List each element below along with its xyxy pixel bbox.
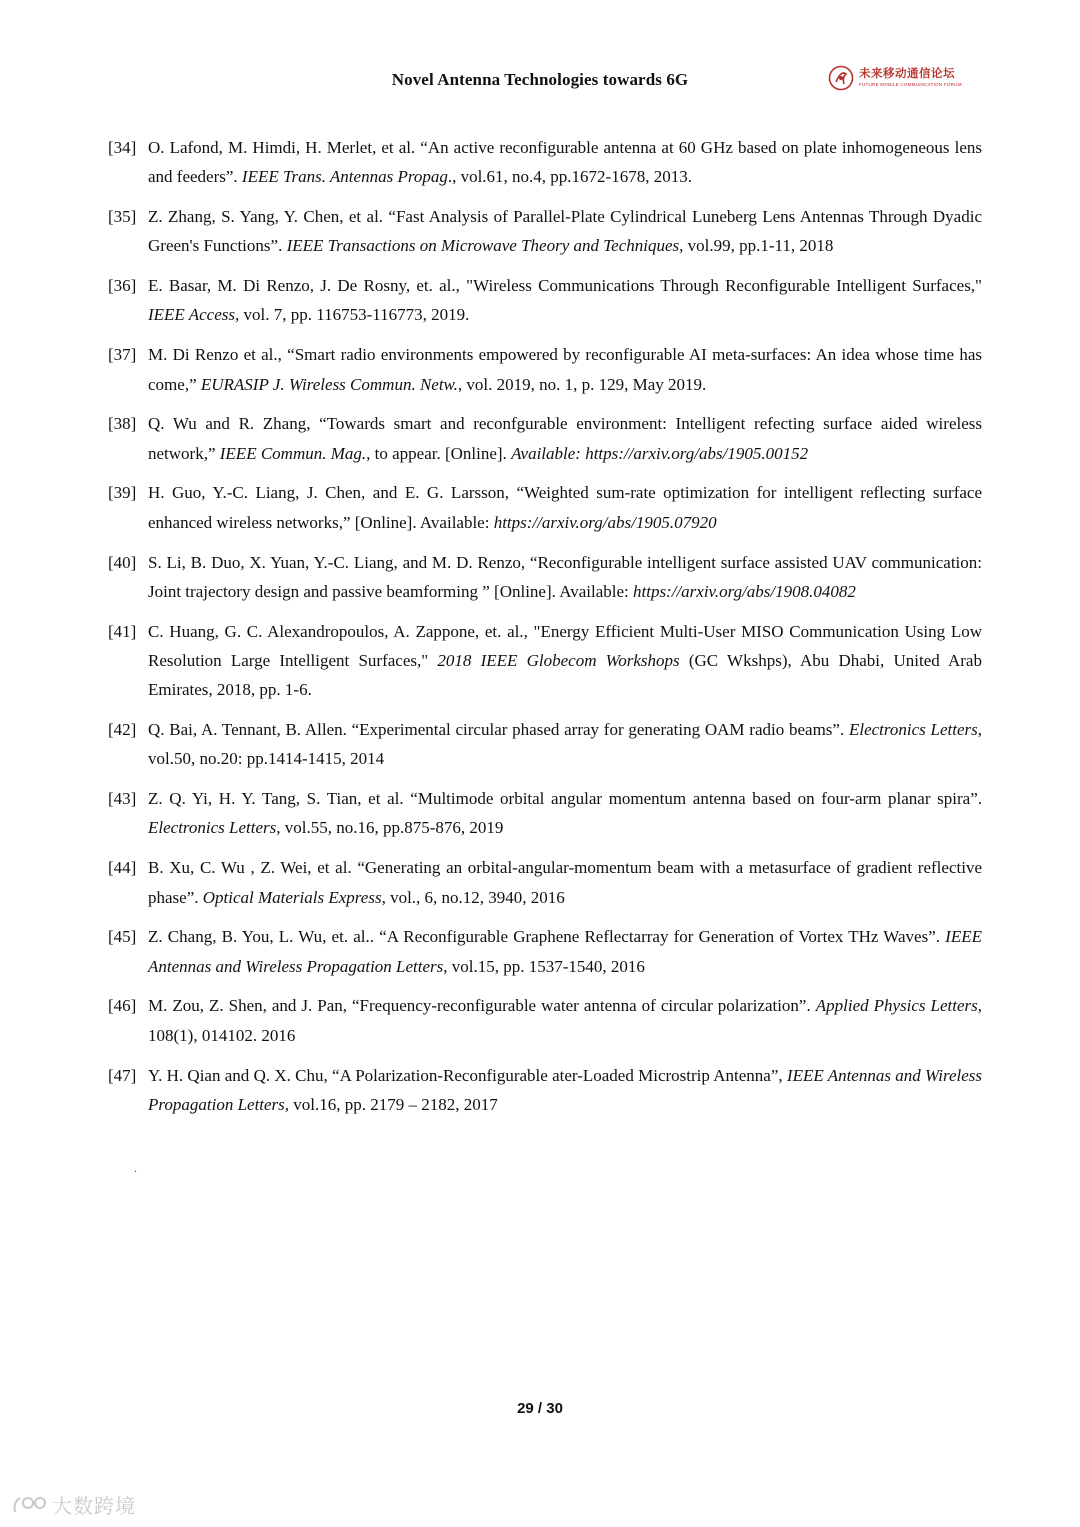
reference-text-segment: B. Xu, C. Wu , Z. Wei, et al. “Generating an orbital-angular-momentum beam with a metasurface of gradient reflective phase”. xyxy=(148,858,982,907)
page-header-title: Novel Antenna Technologies towards 6G xyxy=(391,70,689,89)
reference-item xyxy=(108,853,982,912)
reference-text-segment: M. Di Renzo et al., “Smart radio environments empowered by reconfigurable AI meta-surfaces: An idea whose time has come,” xyxy=(148,345,982,394)
watermark-logo-icon xyxy=(12,1494,50,1516)
reference-italic-segment: Optical Materials Express xyxy=(202,887,382,907)
reference-italic-segment: IEEE Antennas and Wireless Propagation Letters, xyxy=(148,1065,982,1114)
reference-text-segment: Z. Zhang, S. Yang, Y. Chen, et al. “Fast Analysis of Parallel-Plate Cylindrical Luneberg Lens Antennas Through Dyadic Green's Functions”. xyxy=(148,207,982,256)
reference-number: [47] xyxy=(108,1065,137,1085)
reference-item xyxy=(108,784,982,843)
reference-italic-segment: IEEE Antennas and Wireless Propagation Letters xyxy=(148,927,982,976)
reference-item xyxy=(108,991,982,1050)
reference-text-segment: Y. H. Qian and Q. X. Chu, “A Polarization-Reconfigurable ater-Loaded Microstrip Antenna”, xyxy=(148,1065,787,1085)
reference-text xyxy=(148,996,982,1044)
logo-chinese-text: 未来移动通信论坛 xyxy=(859,66,955,81)
reference-number: [37] xyxy=(108,345,137,365)
stray-mark: . xyxy=(134,1161,137,1175)
reference-text xyxy=(148,138,982,186)
reference-text-segment: Z. Chang, B. You, L. Wu, et. al.. “A Reconfigurable Graphene Reflectarray for Generation of Vortex THz Waves”. xyxy=(148,927,946,947)
reference-text-segment: (GC Wkshps), Abu Dhabi, United Arab Emirates, 2018, pp. 1-6. xyxy=(148,650,982,700)
reference-text xyxy=(148,720,982,768)
reference-number: [44] xyxy=(108,858,137,878)
reference-text xyxy=(148,789,982,837)
reference-text xyxy=(148,927,982,975)
reference-text xyxy=(148,414,982,462)
logo-english-text: FUTURE MOBILE COMMUNICATION FORUM xyxy=(859,81,962,87)
reference-item xyxy=(108,133,982,192)
reference-italic-segment: 2018 IEEE Globecom Workshops xyxy=(437,650,680,670)
reference-text xyxy=(148,1066,982,1114)
forum-logo-icon xyxy=(828,65,854,91)
reference-text-segment: M. Zou, Z. Shen, and J. Pan, “Frequency-reconfigurable water antenna of circular polarization”. xyxy=(148,996,816,1016)
reference-text-segment: H. Guo, Y.-C. Liang, J. Chen, and E. G. Larsson, “Weighted sum-rate optimization for intelligent reflecting surface enhanced wireless networks,” [Online]. Available: xyxy=(148,483,982,532)
reference-text-segment: , vol.55, no.16, pp.875-876, 2019 xyxy=(276,818,504,838)
reference-item xyxy=(108,271,982,330)
reference-text xyxy=(148,345,982,393)
reference-text xyxy=(148,553,982,601)
reference-italic-segment: IEEE Commun. Mag. xyxy=(219,443,367,463)
reference-item xyxy=(108,715,982,774)
reference-number: [40] xyxy=(108,552,137,572)
reference-italic-segment: IEEE Access xyxy=(148,305,236,325)
reference-text-segment: O. Lafond, M. Himdi, H. Merlet, et al. “An active reconfigurable antenna at 60 GHz based on plate inhomogeneous lens and feeders”. xyxy=(148,138,982,187)
reference-text-segment: , vol.50, no.20: pp.1414-1415, 2014 xyxy=(148,720,982,769)
reference-text xyxy=(148,483,982,531)
reference-number: [36] xyxy=(108,276,137,296)
reference-item xyxy=(108,202,982,261)
reference-text-segment: , vol. 7, pp. 116753-116773, 2019. xyxy=(235,305,470,325)
reference-item xyxy=(108,478,982,537)
reference-italic-segment: IEEE Transactions on Microwave Theory and Techniques, xyxy=(286,236,684,256)
reference-number: [42] xyxy=(108,720,137,740)
watermark-text: 大数跨境 xyxy=(52,1494,136,1518)
reference-number: [39] xyxy=(108,483,137,503)
reference-list xyxy=(108,133,982,1130)
reference-text-segment: ., vol.61, no.4, pp.1672-1678, 2013. xyxy=(447,167,692,187)
reference-text-segment: , vol. 2019, no. 1, p. 129, May 2019. xyxy=(457,374,707,394)
reference-number: [35] xyxy=(108,207,137,227)
reference-number: [34] xyxy=(108,138,137,157)
reference-text-segment: Q. Bai, A. Tennant, B. Allen. “Experimental circular phased array for generating OAM radio beams”. xyxy=(148,720,849,740)
reference-text-segment: vol.99, pp.1-11, 2018 xyxy=(683,236,834,256)
forum-logo xyxy=(828,64,978,92)
reference-item xyxy=(108,922,982,981)
reference-item xyxy=(108,1061,982,1120)
reference-italic-segment: Available: https://arxiv.org/abs/1905.00152 xyxy=(511,443,809,463)
reference-text-segment: S. Li, B. Duo, X. Yuan, Y.-C. Liang, and M. D. Renzo, “Reconfigurable intelligent surface assisted UAV communication: Joint trajectory design and passive beamforming ” [Online]. Available: xyxy=(148,552,982,601)
reference-item xyxy=(108,409,982,468)
watermark xyxy=(12,1490,136,1519)
reference-italic-segment: Electronics Letters xyxy=(148,818,277,838)
reference-item xyxy=(108,617,982,705)
reference-number: [46] xyxy=(108,996,137,1016)
reference-text-segment: Q. Wu and R. Zhang, “Towards smart and reconfgurable environment: Intelligent refecting surface aided wireless network,” xyxy=(148,414,982,463)
reference-text-segment: vol.16, pp. 2179 – 2182, 2017 xyxy=(289,1094,498,1114)
reference-text-segment: E. Basar, M. Di Renzo, J. De Rosny, et. al., "Wireless Communications Through Reconfigurable Intelligent Surfaces," xyxy=(148,276,982,296)
reference-number: [45] xyxy=(108,927,137,947)
page-number: 29 / 30 xyxy=(517,1400,563,1417)
reference-item xyxy=(108,340,982,399)
reference-item xyxy=(108,548,982,607)
reference-text xyxy=(148,276,982,324)
reference-text xyxy=(148,622,982,700)
reference-text-segment: , vol.15, pp. 1537-1540, 2016 xyxy=(443,956,645,976)
reference-italic-segment: IEEE Trans. Antennas Propag xyxy=(241,167,448,187)
reference-text xyxy=(148,207,982,255)
reference-text-segment: Z. Q. Yi, H. Y. Tang, S. Tian, et al. “Multimode orbital angular momentum antenna based on four-arm planar spira”. xyxy=(148,789,982,809)
reference-text-segment: , to appear. [Online]. xyxy=(366,443,512,463)
reference-text xyxy=(148,858,982,906)
reference-text-segment: , 108(1), 014102. 2016 xyxy=(148,996,983,1045)
reference-text-segment: C. Huang, G. C. Alexandropoulos, A. Zappone, et. al., "Energy Efficient Multi-User MISO Communication Using Low Resolution Large Intelligent Surfaces," xyxy=(148,621,982,670)
reference-italic-segment: Electronics Letters xyxy=(848,720,978,740)
reference-number: [41] xyxy=(108,621,137,641)
reference-italic-segment: https://arxiv.org/abs/1905.07920 xyxy=(493,512,717,532)
reference-number: [43] xyxy=(108,789,137,809)
reference-italic-segment: Applied Physics Letters xyxy=(815,996,978,1016)
reference-text-segment: , vol., 6, no.12, 3940, 2016 xyxy=(381,887,565,907)
reference-italic-segment: EURASIP J. Wireless Commun. Netw. xyxy=(200,374,458,394)
reference-italic-segment: https://arxiv.org/abs/1908.04082 xyxy=(633,581,856,601)
reference-number: [38] xyxy=(108,414,137,434)
